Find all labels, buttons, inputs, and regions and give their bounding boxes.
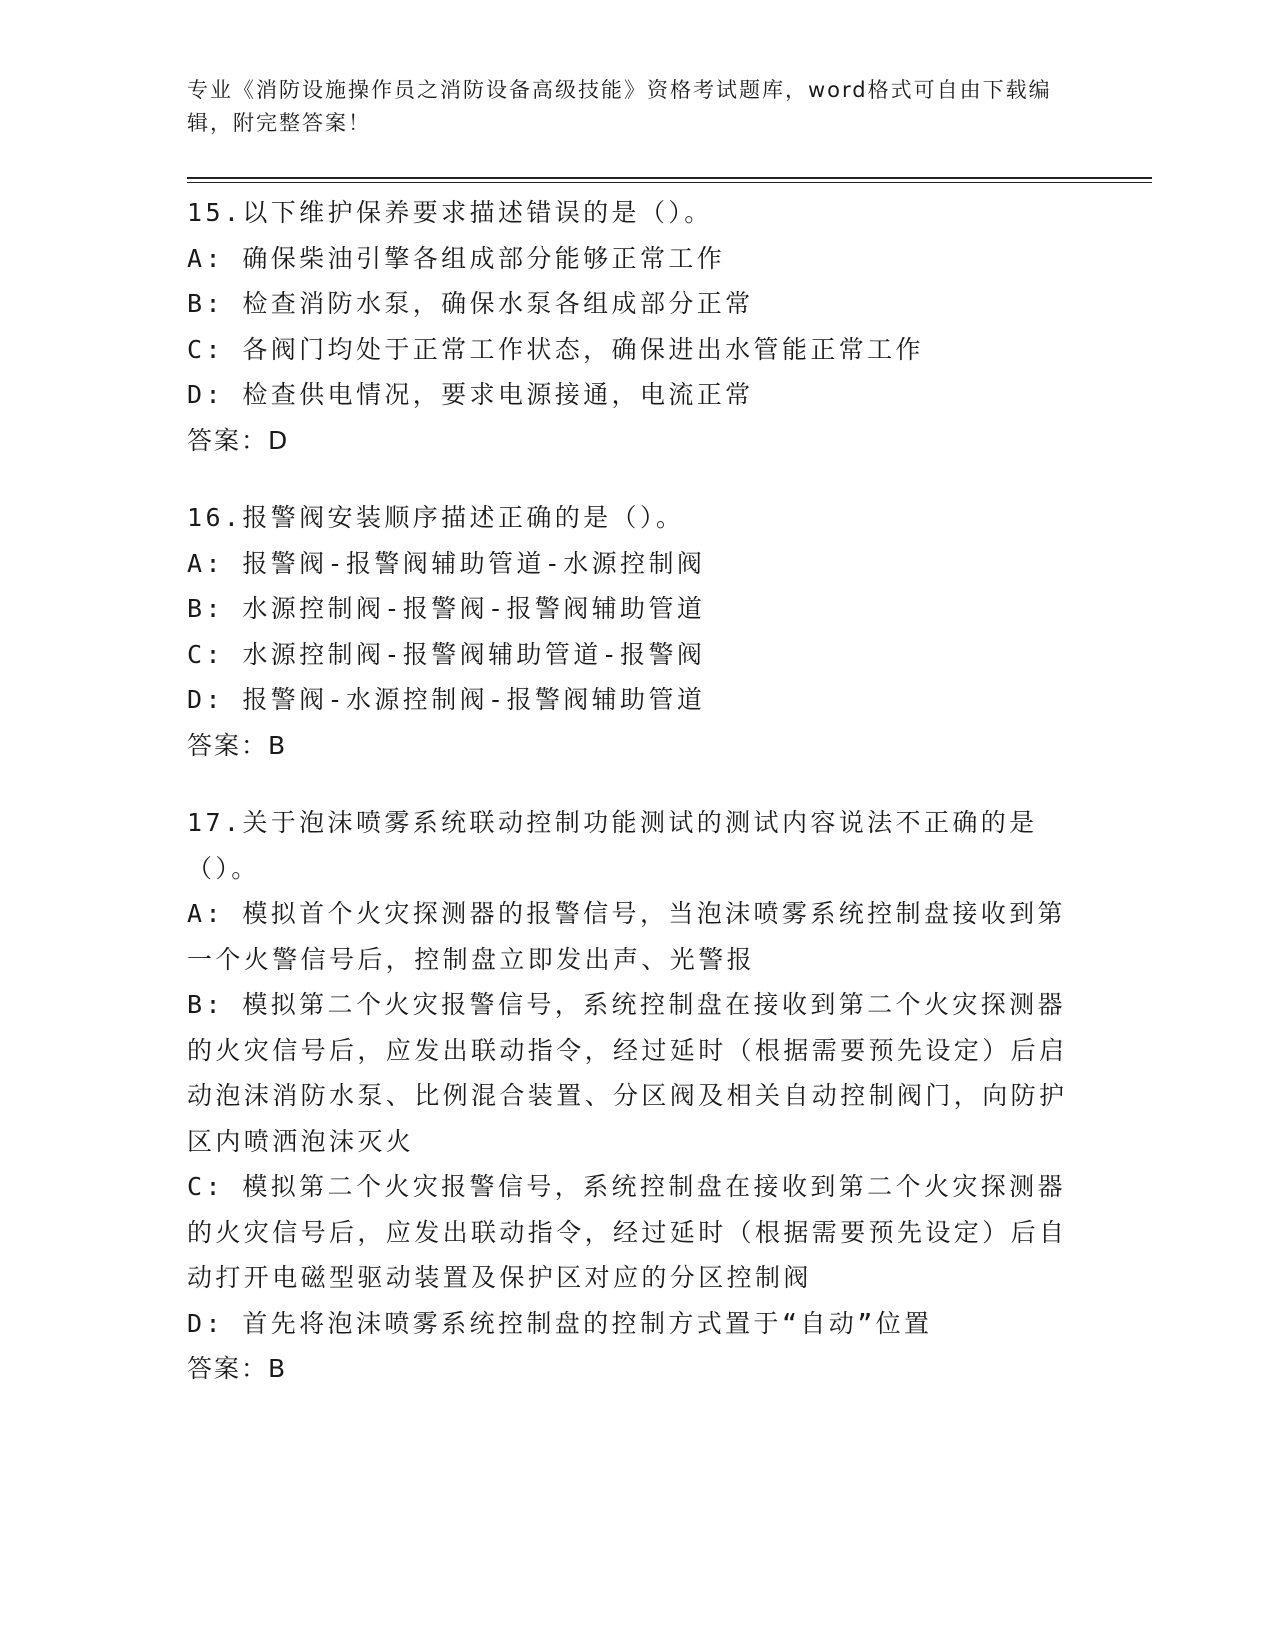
option-b: B: 模拟第二个火灾报警信号，系统控制盘在接收到第二个火灾探测器的火灾信号后，应发出联动指令，经过延时（根据需要预先设定）后启动泡沫消防水泵、比例混合装置、分区阀及相关自动控制阀门，向防护区内喷洒泡沫灭火 (187, 990, 1068, 1156)
document-header: 专业《消防设施操作员之消防设备高级技能》资格考试题库，word格式可自由下载编辑，附完整答案！ (187, 78, 1052, 135)
answer-line (187, 418, 1077, 464)
option-a: A: 报警阀-报警阀辅助管道-水源控制阀 (187, 548, 706, 578)
option-d: D: 检查供电情况，要求电源接通，电流正常 (187, 380, 754, 409)
option-c: C: 模拟第二个火灾报警信号，系统控制盘在接收到第二个火灾探测器的火灾信号后，应发出联动指令，经过延时（根据需要预先设定）后自动打开电磁型驱动装置及保护区对应的分区控制阀 (187, 1172, 1068, 1292)
option-b: B: 水源控制阀-报警阀-报警阀辅助管道 (187, 594, 706, 623)
answer-line (187, 723, 1077, 769)
question-17 (187, 800, 1077, 1392)
question-list (187, 190, 1077, 1424)
question-15 (187, 190, 1077, 463)
question-16 (187, 495, 1077, 768)
header-rule-thin (187, 182, 1152, 183)
option-c: C: 水源控制阀-报警阀辅助管道-报警阀 (187, 639, 706, 669)
option-a: A: 确保柴油引擎各组成部分能够正常工作 (187, 243, 726, 273)
answer-value: B (268, 730, 286, 760)
option-b: B: 检查消防水泵，确保水泵各组成部分正常 (187, 289, 754, 318)
answer-value: D (268, 425, 288, 455)
answer-label: 答案： (187, 425, 269, 455)
question-stem: 15.以下维护保养要求描述错误的是（）。 (187, 198, 713, 227)
answer-label: 答案： (187, 1354, 269, 1383)
question-stem: 17.关于泡沫喷雾系统联动控制功能测试的测试内容说法不正确的是（）。 (187, 808, 1038, 883)
option-d: D: 首先将泡沫喷雾系统控制盘的控制方式置于“自动”位置 (187, 1308, 933, 1338)
header-rule-thick (187, 177, 1152, 179)
option-d: D: 报警阀-水源控制阀-报警阀辅助管道 (187, 685, 706, 714)
answer-value: B (268, 1354, 286, 1383)
option-a: A: 模拟首个火灾探测器的报警信号，当泡沫喷雾系统控制盘接收到第一个火警信号后，控制盘立即发出声、光警报 (187, 899, 1066, 974)
answer-line (187, 1346, 1077, 1392)
answer-label: 答案： (187, 730, 269, 760)
option-c: C: 各阀门均处于正常工作状态，确保进出水管能正常工作 (187, 334, 924, 364)
question-stem: 16.报警阀安装顺序描述正确的是（）。 (187, 503, 685, 532)
